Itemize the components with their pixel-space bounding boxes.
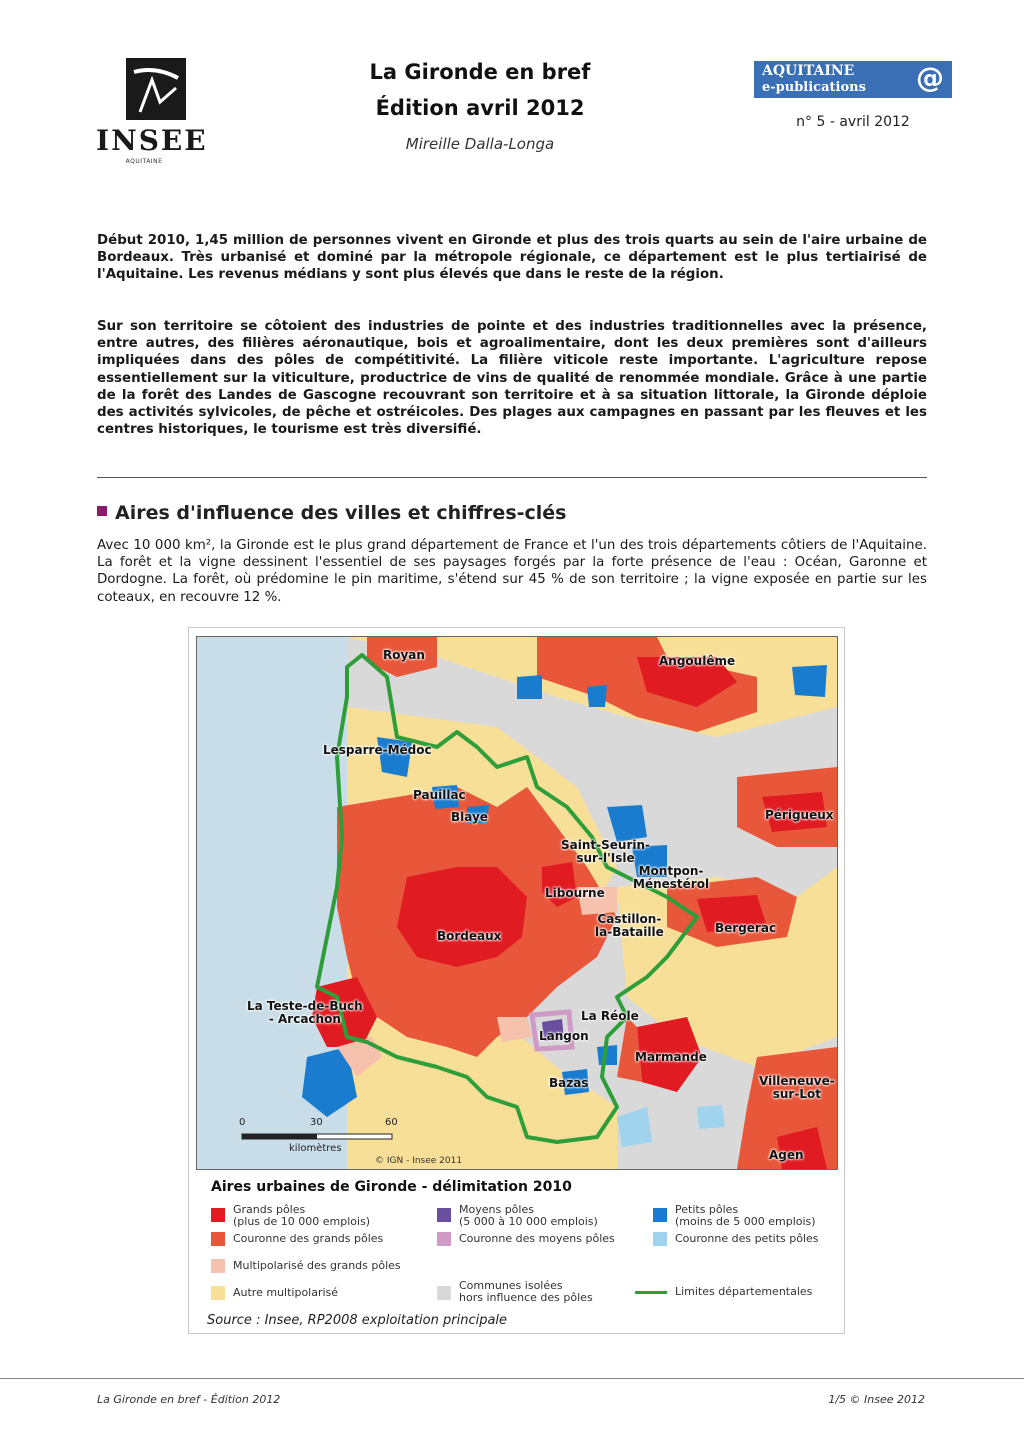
map-label-la-reole: La Réole (581, 1009, 639, 1023)
legend-swatch-couronne-moyens (437, 1232, 451, 1246)
legend-swatch-multipolarise-grands (211, 1259, 225, 1273)
insee-wordmark: INSEE (96, 124, 208, 157)
footer-divider (0, 1378, 1024, 1379)
legend-label-petits-poles: Petits pôles (moins de 5 000 emplois) (675, 1203, 816, 1228)
map-figure (188, 627, 845, 1334)
legend-title: Aires urbaines de Gironde - délimitation 2010 (211, 1179, 572, 1195)
author: Mireille Dalla-Longa (405, 135, 555, 153)
legend-label-couronne-moyens: Couronne des moyens pôles (459, 1232, 615, 1245)
section-heading (97, 502, 566, 524)
map-copyright: © IGN - Insee 2011 (375, 1156, 463, 1166)
badge-line1: AQUITAINE (762, 63, 855, 79)
map-label-bordeaux: Bordeaux (437, 929, 502, 943)
legend-label-moyens-poles: Moyens pôles (5 000 à 10 000 emplois) (459, 1203, 598, 1228)
legend-swatch-autre-multipolarise (211, 1286, 225, 1300)
map-label-angouleme: Angoulême (659, 654, 736, 668)
badge-line2: e-publications (762, 80, 866, 95)
map-label-royan: Royan (383, 648, 425, 662)
map-label-castillon: Castillon- la-Bataille (595, 912, 664, 939)
map-label-la-teste: La Teste-de-Buch - Arcachon (247, 999, 363, 1026)
map-label-blaye: Blaye (451, 810, 488, 824)
insee-mark-icon (126, 58, 186, 120)
map-label-montpon: Montpon- Ménestérol (633, 864, 710, 891)
footer-page-copyright: 1/5 © Insee 2012 (828, 1393, 925, 1406)
map-label-marmande: Marmande (635, 1050, 707, 1064)
scale-tick-0: 0 (239, 1117, 246, 1128)
map-label-bergerac: Bergerac (715, 921, 777, 935)
legend-label-communes-isolees: Communes isolées hors influence des pôles (459, 1279, 593, 1304)
intro-paragraph-1: Début 2010, 1,45 million de personnes vivent en Gironde et plus des trois quarts au sein de l'aire urbaine de Bordeaux. Très urbanisé et dominé par la métropole régionale, ce département est le plus tertiairisé de l'Aquitaine. Les revenus médians y sont plus élevés que dans le reste de la région. (97, 233, 927, 283)
legend-label-grands-poles: Grands pôles (plus de 10 000 emplois) (233, 1203, 371, 1228)
footer-publication: La Gironde en bref - Édition 2012 (97, 1393, 281, 1406)
map-label-langon: Langon (539, 1029, 589, 1043)
scale-tick-30: 30 (310, 1117, 323, 1128)
legend-swatch-grands-poles (211, 1208, 225, 1222)
section-paragraph: Avec 10 000 km², la Gironde est le plus grand département de France et l'un des trois départements côtiers de l'Aquitaine. La forêt et la vigne dessinent l'essentiel de ses paysages forgés par la forte présence de l'eau : Océan, Garonne et Dordogne. La forêt, où prédomine le pin maritime, s'étend sur 45 % de son territoire ; la vigne exposée en partie sur les coteaux, en recouvre 12 %. (97, 538, 927, 605)
map-label-perigueux: Périgueux (765, 808, 834, 822)
scale-tick-60: 60 (385, 1117, 398, 1128)
map-label-agen: Agen (769, 1148, 804, 1162)
scale-unit: kilomètres (289, 1143, 342, 1154)
legend-line-limites (635, 1291, 667, 1294)
aquitaine-epublications-badge[interactable] (754, 61, 952, 98)
legend-label-autre-multipolarise: Autre multipolarisé (233, 1286, 339, 1299)
map-label-pauillac: Pauillac (413, 788, 466, 802)
map-label-villeneuve: Villeneuve- sur-Lot (759, 1074, 835, 1101)
map-graphic (197, 637, 837, 1169)
at-icon: @ (916, 61, 944, 94)
insee-logo (96, 58, 208, 170)
legend-label-couronne-grands: Couronne des grands pôles (233, 1232, 384, 1245)
intro-paragraph-2: Sur son territoire se côtoient des industries de pointe et des industries traditionnelles avec la présence, entre autres, des filières aéronautique, bois et agroalimentaire, dont les deux premières sont d'ailleurs impliquées dans des pôles de compétitivité. La filière viticole reste importante. L'agriculture repose essentiellement sur la viticulture, productrice de vins de qualité de renommée mondiale. Grâce à une partie de la forêt des Landes de Gascogne recouvrant son territoire et à sa situation littorale, la Gironde déploie des activités sylvicoles, de pêche et ostréicoles. Des plages aux campagnes en passant par les fleuves et les centres historiques, le tourisme est très diversifié. (97, 319, 927, 438)
legend-label-multipolarise-grands: Multipolarisé des grands pôles (233, 1259, 401, 1272)
issue-number: n° 5 - avril 2012 (796, 114, 910, 130)
legend-swatch-petits-poles (653, 1208, 667, 1222)
legend-label-limites: Limites départementales (675, 1285, 813, 1298)
urban-areas-map (196, 636, 838, 1170)
map-label-libourne: Libourne (545, 886, 605, 900)
insee-sub: AQUITAINE (125, 158, 163, 165)
map-label-lesparre: Lesparre-Médoc (323, 743, 432, 757)
page-title: La Gironde en bref (369, 60, 591, 84)
map-label-saint-seurin: Saint-Seurin- sur-l'Isle (561, 838, 650, 865)
legend-swatch-moyens-poles (437, 1208, 451, 1222)
bullet-square-icon (97, 506, 107, 516)
figure-source: Source : Insee, RP2008 exploitation principale (207, 1313, 508, 1328)
legend-swatch-couronne-grands (211, 1232, 225, 1246)
map-label-bazas: Bazas (549, 1076, 589, 1090)
section-title-text: Aires d'influence des villes et chiffres-clés (115, 502, 567, 524)
section-divider (97, 477, 927, 478)
legend-swatch-communes-isolees (437, 1286, 451, 1300)
legend-swatch-couronne-petits (653, 1232, 667, 1246)
legend-label-couronne-petits: Couronne des petits pôles (675, 1232, 819, 1245)
page-subtitle: Édition avril 2012 (375, 96, 585, 120)
